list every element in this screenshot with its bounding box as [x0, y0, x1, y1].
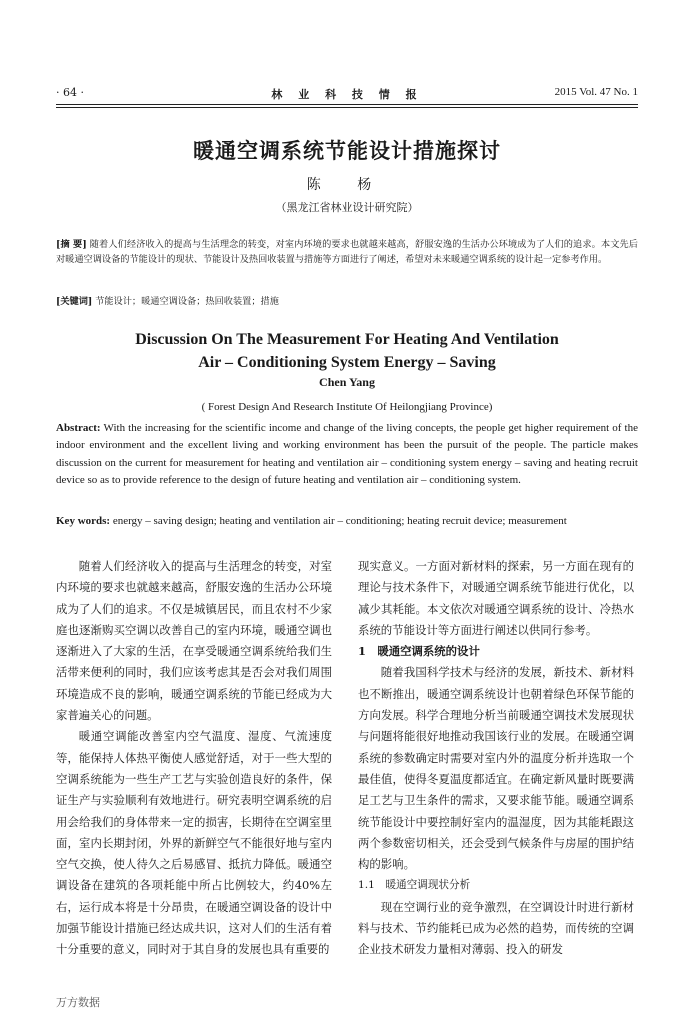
abstract-english	[56, 420, 638, 490]
keywords-chinese	[56, 293, 638, 307]
author-chinese: 陈 杨	[306, 177, 388, 193]
abstract-text-zh: 随着人们经济收入的提高与生活理念的转变，对室内环境的要求也就越来越高，舒服安逸的生活办公环境成为了人们的追求。本文先后对暖通空调设备的节能设计的现状、节能设计及热回收装置与措施等方面进行了阐述，希望对未来暖通空调系统的设计起一定参考作用。	[56, 239, 638, 265]
abstract-label-en: Abstract:	[56, 422, 101, 434]
keywords-text-en: energy – saving design; heating and ventilation air – conditioning; heating recruit device; measurement	[112, 515, 567, 527]
volume-info: 2015 Vol. 47 No. 1	[554, 86, 638, 98]
body-column-right	[358, 556, 634, 961]
keywords-english	[56, 515, 638, 527]
title-english-line2: Air – Conditioning System Energy – Saving	[198, 354, 496, 371]
abstract-chinese	[56, 237, 638, 267]
paragraph: 现实意义。一方面对新材料的探索，另一方面在现有的理论与技术条件下，对暖通空调系统节能进行优化，以减少其耗能。本文依次对暖通空调系统的设计、冷热水系统的节能设计等方面进行阐述以供同行参考。	[358, 559, 634, 637]
affiliation-english: ( Forest Design And Research Institute Of Heilongjiang Province)	[201, 401, 493, 413]
abstract-text-en: With the increasing for the scientific income and change of the living concepts, the people get higher requirement of the indoor environment and the excellent living and working environment has been the pursuit of the people. The particle makes discussion on the current for measurement for heating and ventilation air – conditioning system energy – saving and heating recruit device so as to provide reference to the design of future heating and ventilation air – conditioning system.	[56, 422, 638, 487]
title-english	[0, 328, 694, 374]
page-number: · 64 ·	[56, 86, 84, 99]
running-header	[56, 86, 638, 104]
header-rule-thin	[56, 107, 638, 108]
affiliation-chinese: （黑龙江省林业设计研究院）	[275, 201, 419, 214]
keywords-text-zh: 节能设计；暖通空调设备；热回收装置；措施	[95, 296, 279, 307]
title-english-line1: Discussion On The Measurement For Heating And Ventilation	[135, 331, 559, 348]
journal-name: 林 业 科 技 情 报	[271, 88, 423, 101]
header-rule	[56, 104, 638, 105]
paragraph: 暖通空调能改善室内空气温度、湿度、气流速度等，能保持人体热平衡使人感觉舒适，对于一些大型的空调系统能为一些生产工艺与实验创造良好的条件，保证生产与实验顺利有效地进行。研究表明空调系统的启用会给我们的身体带来一定的损害，长期待在空调室里面，室内长期封闭，外界的新鲜空气不能很好地与室内空气交换，使人待久之后易感冒、抵抗力降低。暖通空调设备在建筑的各项耗能中所占比例较大，约40%左右，运行成本将是十分昂贵，在暖通空调设备的设计中加强节能设计措施已经达成共识，这对人们的生活有着十分重要的意义，同时对于其自身的发展也具有重要的	[56, 729, 332, 957]
body-column-left	[56, 556, 332, 961]
title-chinese: 暖通空调系统节能设计措施探讨	[193, 138, 501, 163]
subsection-heading: 1.1 暖通空调现状分析	[358, 879, 471, 892]
section-heading: 1 暖通空调系统的设计	[358, 644, 480, 659]
keywords-label-en: Key words:	[56, 515, 111, 527]
paragraph: 随着我国科学技术与经济的发展，新技术、新材料也不断推出，暖通空调系统设计也朝着绿色环保节能的方向发展。科学合理地分析当前暖通空调技术发展现状与问题将能很好地推动我国该行业的发展。在暖通空调系统的参数确定时需要对室内外的温度分析并选取一个最佳值，使得冬夏温度都适宜。在确定新风量时既要满足工艺与卫生条件的需求，又要求能节能。暖通空调系统节能设计中要控制好室内的温湿度，因为其能耗跟这两个参数密切相关，还会受到气候条件与房屋的围护结构的影响。	[358, 665, 634, 872]
paragraph: 随着人们经济收入的提高与生活理念的转变，对室内环境的要求也就越来越高，舒服安逸的生活办公环境成为了人们的追求。不仅是城镇居民，而且农村不少家庭也逐渐购买空调以改善自己的室内环境，暖通空调也逐渐进入了大家的生活，在享受暖通空调系统给我们生活带来便利的同时，我们应该考虑其是否会对我们周围环境造成不良的影响，暖通空调系统的节能已经成为大家普遍关心的问题。	[56, 559, 332, 723]
paragraph: 现在空调行业的竞争激烈，在空调设计时进行新材料与技术、节约能耗已成为必然的趋势，而传统的空调企业技术研发力量相对薄弱、投入的研发	[358, 899, 634, 957]
watermark: 万方数据	[56, 996, 100, 1009]
author-english: Chen Yang	[319, 375, 375, 389]
keywords-label-zh: [关键词]	[56, 296, 93, 307]
abstract-label-zh: [摘 要]	[56, 239, 87, 250]
